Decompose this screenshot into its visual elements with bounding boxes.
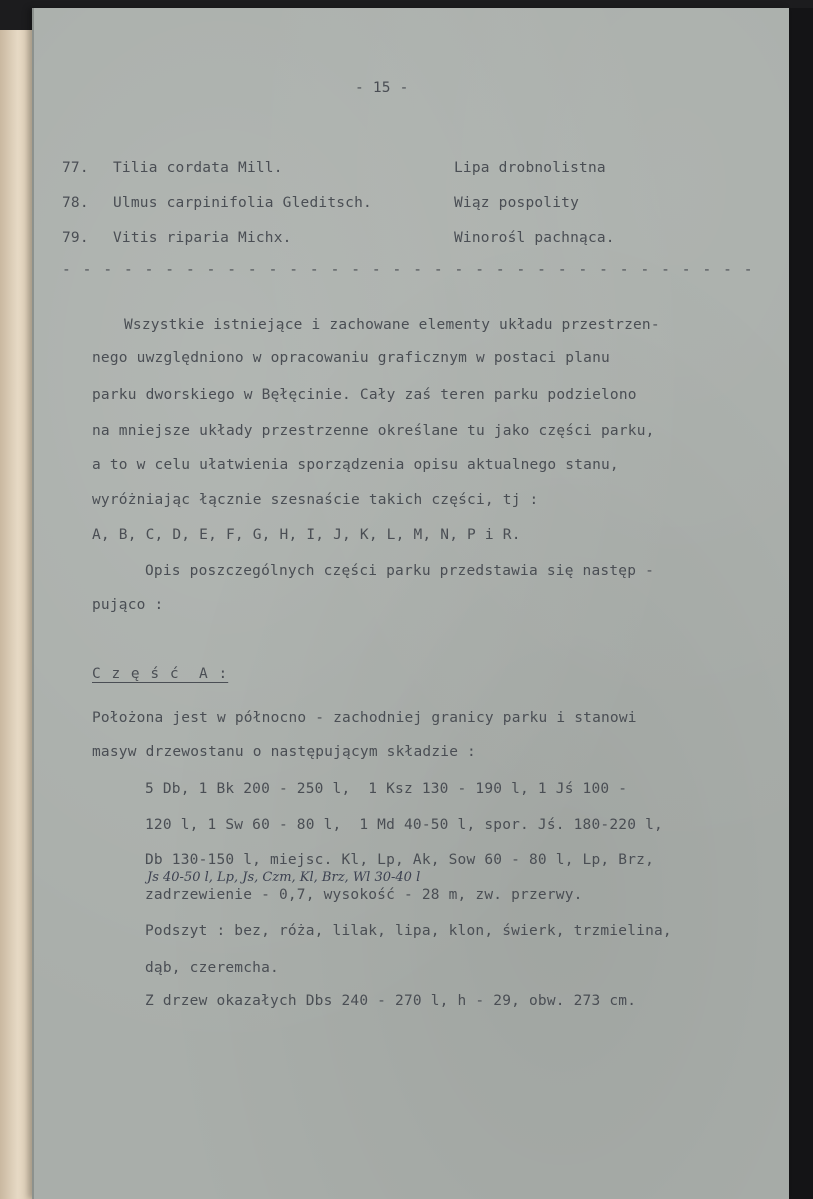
species-polish-name: Lipa drobnolistna <box>454 160 606 176</box>
paragraph-line: Wszystkie istniejące i zachowane elementy układu przestrzen- <box>124 317 660 333</box>
stand-composition-line: Z drzew okazałych Dbs 240 - 270 l, h - 29, obw. 273 cm. <box>145 993 637 1009</box>
species-polish-name: Winorośl pachnąca. <box>454 230 615 246</box>
paragraph-line: masyw drzewostanu o następującym składzie : <box>92 744 476 760</box>
paragraph-line: na mniejsze układy przestrzenne określane tu jako części parku, <box>92 423 655 439</box>
paragraph-line: pująco : <box>92 597 164 613</box>
species-number: 79. <box>62 230 89 246</box>
paragraph-line: A, B, C, D, E, F, G, H, I, J, K, L, M, N, P i R. <box>92 527 521 543</box>
handwritten-annotation: Js 40-50 l, Lp, Js, Czm, Kl, Brz, Wl 30-40 l <box>147 870 421 885</box>
paragraph-line: wyróżniając łącznie szesnaście takich części, tj : <box>92 492 539 508</box>
species-polish-name: Wiąz pospolity <box>454 195 580 211</box>
paragraph-line: Położona jest w północno - zachodniej granicy parku i stanowi <box>92 710 637 726</box>
stand-composition-line: Podszyt : bez, róża, lilak, lipa, klon, świerk, trzmielina, <box>145 923 672 939</box>
paragraph-line: nego uwzględniono w opracowaniu graficznym w postaci planu <box>92 350 610 366</box>
stand-composition-line: 120 l, 1 Sw 60 - 80 l, 1 Md 40-50 l, spor. Jś. 180-220 l, <box>145 817 663 833</box>
species-latin-name: Vitis riparia Michx. <box>113 230 292 246</box>
section-title: C z ę ś ć A : <box>92 666 229 682</box>
stand-composition-line: zadrzewienie - 0,7, wysokość - 28 m, zw. przerwy. <box>145 887 583 903</box>
species-latin-name: Tilia cordata Mill. <box>113 160 283 176</box>
stand-composition-line: Db 130-150 l, miejsc. Kl, Lp, Ak, Sow 60 - 80 l, Lp, Brz, <box>145 852 654 868</box>
species-number: 77. <box>62 160 89 176</box>
stand-composition-line: dąb, czeremcha. <box>145 960 279 976</box>
page-number: - 15 - <box>355 80 409 96</box>
paragraph-line: a to w celu ułatwienia sporządzenia opisu aktualnego stanu, <box>92 457 619 473</box>
species-latin-name: Ulmus carpinifolia Gleditsch. <box>113 195 372 211</box>
dark-background-edge <box>787 8 813 1199</box>
stand-composition-line: 5 Db, 1 Bk 200 - 250 l, 1 Ksz 130 - 190 l, 1 Jś 100 - <box>145 781 628 797</box>
paragraph-line: Opis poszczególnych części parku przedstawia się następ - <box>145 563 654 579</box>
paragraph-line: parku dworskiego w Bęłęcinie. Cały zaś teren parku podzielono <box>92 387 637 403</box>
species-number: 78. <box>62 195 89 211</box>
dashed-separator: - - - - - - - - - - - - - - - - - - - - - - - - - - - - - - - - - - <box>62 262 755 278</box>
